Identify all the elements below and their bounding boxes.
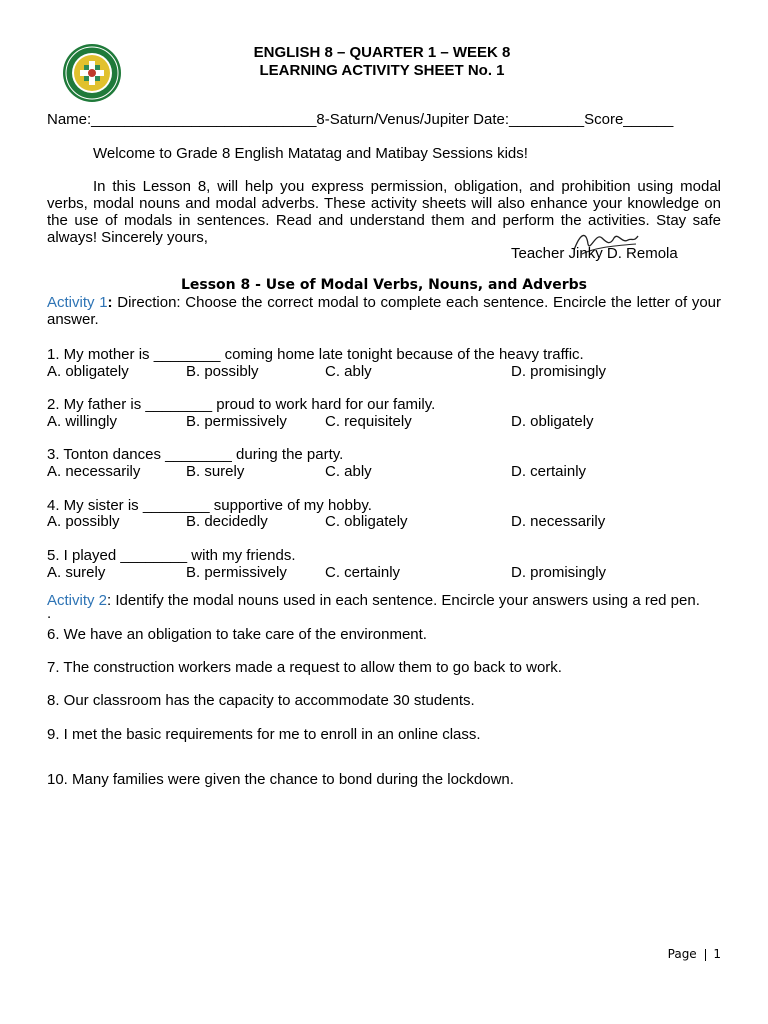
page-number: 1 [713,947,721,961]
q5-option-c: C. certainly [325,564,401,581]
activity2-direction-text: : Identify the modal nouns used in each sentence. Encircle your answers using a red pen. [107,592,700,609]
question-5: 5. I played ________ with my friends. [47,547,296,564]
item-8: 8. Our classroom has the capacity to accommodate 30 students. [47,692,475,709]
q3-option-c: C. ably [325,463,372,480]
q2-option-b: B. permissively [186,413,287,430]
activity1-direction-text: Direction: Choose the correct modal to complete each sentence. Encircle the letter of your answer. [47,294,722,328]
activity1-label: Activity 1 [47,294,108,311]
q3-option-a: A. necessarily [47,463,141,480]
item-6: 6. We have an obligation to take care of the environment. [47,626,427,643]
q1-option-b: B. possibly [186,363,259,380]
question-4: 4. My sister is ________ supportive of my hobby. [47,497,372,514]
lesson-title: Lesson 8 - Use of Modal Verbs, Nouns, and Adverbs [180,277,588,293]
page-separator [705,949,706,961]
q3-option-d: D. certainly [511,463,587,480]
activity2-dot: . [47,605,52,622]
item-10: 10. Many families were given the chance to bond during the lockdown. [47,771,514,788]
q1-option-d: D. promisingly [511,363,607,380]
sheet-title-line1: ENGLISH 8 – QUARTER 1 – WEEK 8 [253,44,511,61]
q1-option-a: A. obligately [47,363,129,380]
q2-option-c: C. requisitely [325,413,412,430]
question-1: 1. My mother is ________ coming home late tonight because of the heavy traffic. [47,346,584,363]
activity1-direction [47,294,721,328]
activity1-colon: : [107,294,113,311]
q2-option-d: D. obligately [511,413,594,430]
question-2: 2. My father is ________ proud to work hard for our family. [47,396,436,413]
q2-option-a: A. willingly [47,413,118,430]
page-label: Page [667,947,697,961]
q4-option-d: D. necessarily [511,513,606,530]
question-3: 3. Tonton dances ________ during the party. [47,446,344,463]
q5-option-a: A. surely [47,564,106,581]
teacher-name: Teacher Jinky D. Remola [511,245,678,262]
q3-option-b: B. surely [186,463,245,480]
item-7: 7. The construction workers made a request to allow them to go back to work. [47,659,562,676]
q5-option-b: B. permissively [186,564,287,581]
page-footer [668,947,721,961]
q1-option-c: C. ably [325,363,372,380]
q4-option-a: A. possibly [47,513,120,530]
activity2-label: Activity 2 [47,592,108,609]
q4-option-b: B. decidedly [186,513,268,530]
intro-paragraph: In this Lesson 8, will help you express permission, obligation, and prohibition using modal verbs, modal nouns and modal adverbs. These activity sheets will also enhance your knowledge on the use of modals in sentences. Read and understand them and perform the activities. Stay safe always! Sincerely yours, [47,178,721,246]
sheet-title-line2: LEARNING ACTIVITY SHEET No. 1 [259,62,505,79]
q4-option-c: C. obligately [325,513,408,530]
item-9: 9. I met the basic requirements for me to enroll in an online class. [47,726,481,743]
welcome-text: Welcome to Grade 8 English Matatag and Matibay Sessions kids! [93,145,528,162]
activity2-direction [47,592,700,609]
student-info-line: Name:___________________________8-Saturn/Venus/Jupiter Date:_________Score______ [47,111,674,128]
q5-option-d: D. promisingly [511,564,607,581]
